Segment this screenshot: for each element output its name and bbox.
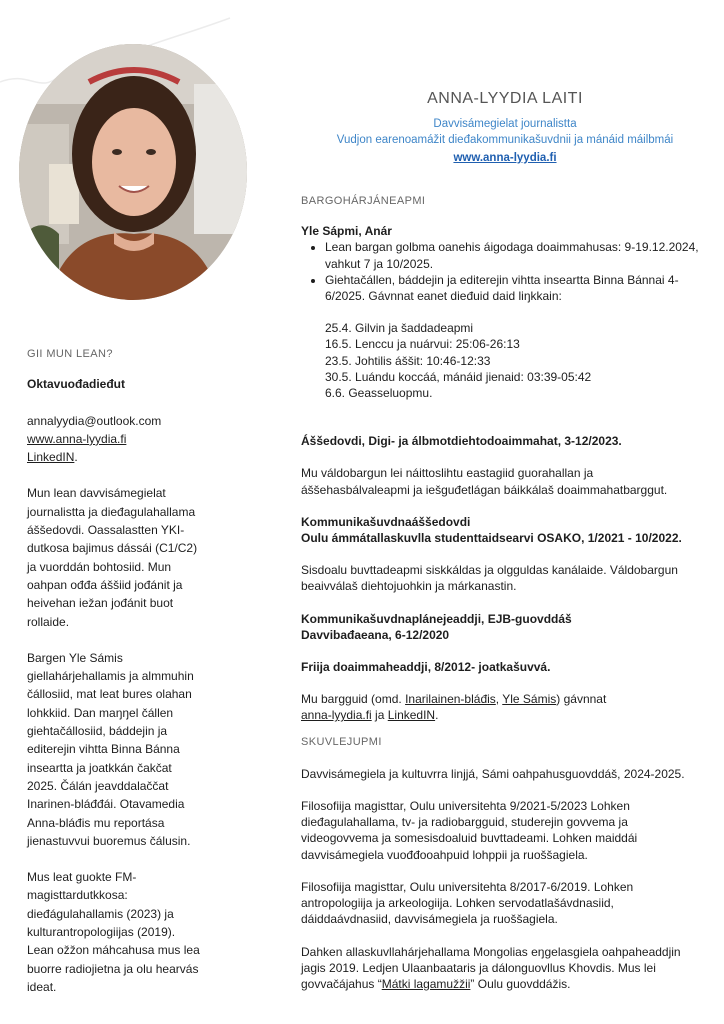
sidebar-website-link[interactable]: www.anna-lyydia.fi — [27, 431, 127, 446]
job-2-description: Mu váldobargun lei náittoslihtu eastagiid guorahallan ja áššehasbálvaleapmi ja iešguđetlágan báikkálaš doaimmahatbarggut. — [301, 466, 668, 497]
job-4-title: Kommunikašuvdnaplánejeaddji, EJB-guovddáš — [301, 611, 572, 626]
episode-item[interactable]: 6.6. Geasseluopmu. — [325, 386, 433, 401]
para-line: ja vuorddán bohtosiid. Mun — [27, 559, 172, 574]
about-paragraph-2 — [27, 649, 227, 850]
list-item: • Lean bargan golbma oanehis áigodaga doaimmahusas: 9-19.12.2024, vahkut 7 ja 10/2025. — [325, 239, 701, 271]
photo-exhibition-link[interactable]: Mátki lagamužžii — [381, 976, 471, 991]
job-3-description: Sisdoalu buvttadeapmi siskkáldas ja olgguldas kanálaide. Váldobargun beaivválaš diehtojuohkin ja márkanastin. — [301, 563, 678, 594]
para-line: oahpan ođđa áššiid jođánit ja — [27, 577, 183, 592]
para-line: journalistta ja dieđagulahallama — [27, 504, 196, 519]
para-line: editerejin vihtta Binna Bánna — [27, 742, 180, 757]
education-item-2: Filosofiija magisttar, Oulu universitehta 9/2021-5/2023 Lohken dieđagulahallama, tv- ja radiobargguid, studerejin govvema ja videogovvema ja somesisdoaluid buvttadeami. Lohken maiddái davvisámegiela vuođđooahpuid lohppii ja ruoššagiela. — [301, 799, 638, 862]
job-3-organization: Oulu ámmátallaskuvlla studenttaidsearvi OSAKO, 1/2021 - 10/2022. — [301, 531, 682, 546]
profile-photo — [19, 44, 247, 300]
para-line: dieđágulahallamis (2023) ja — [27, 906, 174, 921]
about-paragraph-3 — [27, 868, 227, 996]
para-line: kulturantropologiijas (2019). — [27, 925, 176, 940]
yle-sami-link[interactable]: Yle Sámis — [502, 692, 557, 707]
email-address[interactable]: annalyydia@outlook.com — [27, 413, 162, 428]
portfolio-link[interactable]: anna-lyydia.fi — [301, 708, 372, 723]
education-item-1: Davvisámegiela ja kultuvrra linjjá, Sámi oahpahusguovddáš, 2024-2025. — [301, 766, 685, 781]
text: ” Oulu guovddážis. — [470, 976, 571, 991]
text: . — [435, 708, 439, 723]
education-item-4 — [301, 944, 701, 993]
sidebar-linkedin-link[interactable]: LinkedIN — [27, 450, 75, 465]
linkedin-link[interactable]: LinkedIN — [387, 708, 436, 723]
text: , — [495, 692, 503, 707]
linkedin-period: . — [74, 450, 78, 465]
para-line: lohkkiid. Dan maŋŋel čállen — [27, 705, 174, 720]
job-1-bullets — [301, 239, 701, 304]
para-line: jienastuvvui buoremus čálusin. — [27, 833, 191, 848]
header — [300, 90, 710, 166]
para-line: Lean ožžon máhcahusa mus lea — [27, 943, 200, 958]
para-line: Bargen Yle Sámis — [27, 650, 123, 665]
job-5-title: Friija doaimmaheaddji, 8/2012- joatkašuvvá. — [301, 660, 551, 675]
episode-list — [301, 320, 701, 401]
para-line: áššedovdi. Oassalastten YKI- — [27, 523, 185, 538]
para-line: magisttardutkkosa: — [27, 888, 128, 903]
text: Dahken allaskuvllahárjehallama Mongolias eŋgelasgiela oahpaheaddjin jagis 2019. Ledjen Ulaanbaataris ja dálonguovllus Khovdis. Mus lei govvačájahus “ — [301, 944, 681, 991]
para-line: giehtačállosiid, báddejin ja — [27, 724, 168, 739]
text: Mu bargguid (omd. — [301, 692, 406, 707]
para-line: inseartta ja joatkkán čakčat — [27, 760, 172, 775]
inarilainen-link[interactable]: Inarilainen-bláđis — [405, 692, 496, 707]
main-content — [301, 193, 701, 992]
para-line: giellahárjehallamis ja almmuhin — [27, 669, 194, 684]
role-line-2: Vudjon earenoamážit dieđakommunikašuvdnii ja mánáid máilbmái — [336, 134, 674, 146]
para-line: čállosiid, mat leat bures olahan — [27, 687, 192, 702]
para-line: ideat. — [27, 979, 57, 994]
role-line-1: Davvisámegielat journalistta — [433, 118, 577, 130]
job-5-description — [301, 691, 701, 723]
work-section-title: BARGOHÁRJÁNEAPMI — [301, 195, 426, 207]
para-line: heivehan iežan jođánit buot — [27, 596, 174, 611]
education-item-3: Filosofiija magisttar, Oulu universitehta 8/2017-6/2019. Lohken antropologiija ja arkeologiija. Lohken servodatlašávdnasiid, dáiddaávdnasiid, davvisámegiela ja ruoššagiela. — [301, 879, 634, 927]
job-4-organization: Davvibađaeana, 6-12/2020 — [301, 627, 450, 642]
episode-item[interactable]: 25.4. Gilvin ja šaddadeapmi — [325, 321, 474, 336]
job-2-title: Áššedovdi, Digi- ja álbmotdiehtodoaimmahat, 3-12/2023. — [301, 434, 622, 449]
list-item: • Giehtačállen, báddejin ja editerejin vihtta inseartta Binna Bánnai 4-6/2025. Gávnnat eanet dieđuid daid liŋkkain: — [325, 272, 701, 304]
header-website-link[interactable]: www.anna-lyydia.fi — [453, 152, 557, 164]
episode-item[interactable]: 16.5. Lenccu ja nuárvui: 25:06-26:13 — [325, 337, 520, 352]
para-line: 2025. Čálán jeavddalaččat — [27, 778, 169, 793]
about-section-title: GII MUN LEAN? — [27, 348, 113, 360]
job-1-title: Yle Sápmi, Anár — [301, 224, 392, 239]
job-3-title: Kommunikašuvdnaáššedovdi — [301, 514, 471, 529]
episode-item[interactable]: 23.5. Johtilis áššit: 10:46-12:33 — [325, 353, 491, 368]
about-paragraph-1 — [27, 484, 227, 630]
episode-item[interactable]: 30.5. Luándu koccáá, mánáid jienaid: 03:39-05:42 — [325, 369, 592, 384]
contact-heading: Oktavuođadieđut — [27, 377, 126, 392]
sidebar — [27, 345, 227, 996]
para-line: Mun lean davvisámegielat — [27, 486, 166, 501]
education-section-title: SKUVLEJUPMI — [301, 735, 382, 748]
para-line: buorre radiojietna ja olu hearvás — [27, 961, 199, 976]
text: ja — [371, 708, 388, 723]
para-line: Anna-bláđis mu reportása — [27, 815, 165, 830]
para-line: dutkosa bajimus dássái (C1/C2) — [27, 541, 198, 556]
para-line: Mus leat guokte FM- — [27, 870, 137, 885]
person-name: ANNA-LYYDIA LAITI — [427, 90, 583, 107]
text: ) gávnnat — [556, 692, 607, 707]
para-line: Inarinen-bláđđái. Otavamedia — [27, 797, 185, 812]
para-line: rollaide. — [27, 614, 70, 629]
